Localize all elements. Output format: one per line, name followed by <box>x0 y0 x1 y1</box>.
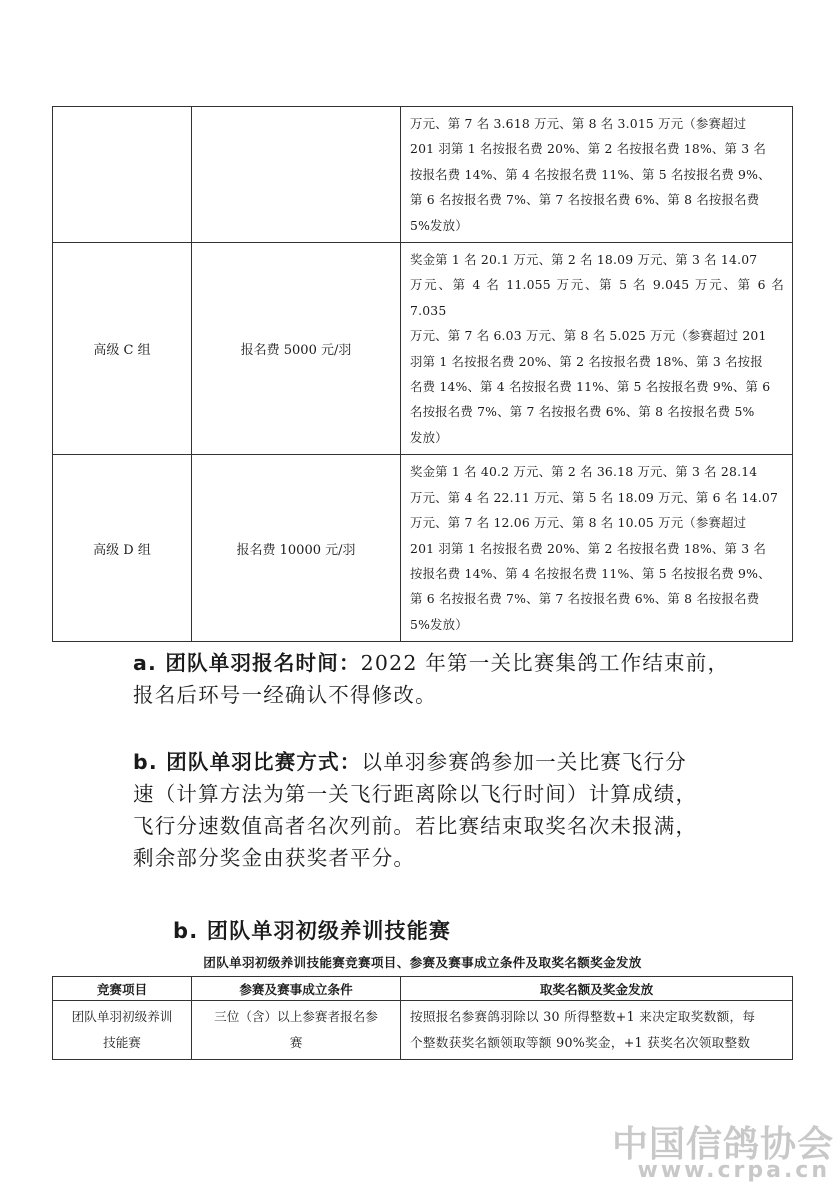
paragraph-line: 报名后环号一经确认不得修改。 <box>133 683 437 707</box>
condition-cell <box>192 1001 401 1060</box>
fee-cell: 报名费 5000 元/羽 <box>192 243 401 455</box>
prize-line: 发放） <box>410 429 448 445</box>
prize-line: 按报名费 14%、第 4 名按报名费 11%、第 5 名按报名费 9%、 <box>410 166 771 182</box>
paragraph-text: 以单羽参赛鸽参加一关比赛飞行分 <box>361 750 687 774</box>
paragraph-line: 剩余部分奖金由获奖者平分。 <box>133 846 416 870</box>
table-header-row <box>53 977 793 1001</box>
watermark-url: www.crpa.cn <box>637 1158 830 1183</box>
table-caption: 团队单羽初级养训技能赛竞赛项目、参赛及赛事成立条件及取奖名额奖金发放 <box>203 955 642 970</box>
column-header: 竞赛项目 <box>53 977 192 1001</box>
prize-cell <box>401 1001 793 1060</box>
paragraph-line: 速（计算方法为第一关飞行距离除以飞行时间）计算成绩， <box>133 782 698 806</box>
prize-line: 按报名费 14%、第 4 名按报名费 11%、第 5 名按报名费 9%、 <box>410 565 771 581</box>
paragraph-text: 2022 年第一关比赛集鸽工作结束前， <box>360 651 730 675</box>
item-cell <box>53 1001 192 1060</box>
prize-line: 第 6 名按报名费 7%、第 7 名按报名费 6%、第 8 名按报名费 <box>410 192 760 208</box>
prize-table-bottom <box>52 976 793 1060</box>
prize-cell <box>401 107 793 243</box>
prize-line: 名按报名费 7%、第 7 名按报名费 6%、第 8 名按报名费 5% <box>410 404 755 420</box>
prize-line: 5%发放） <box>410 217 468 233</box>
cell-line: 赛 <box>289 1035 303 1050</box>
paragraph-line <box>133 746 733 778</box>
prize-line: 万元、第 4 名 22.11 万元、第 5 名 18.09 万元、第 6 名 14.07 <box>410 489 779 505</box>
paragraph-registration-time <box>133 647 733 711</box>
prize-line: 奖金第 1 名 40.2 万元、第 2 名 36.18 万元、第 3 名 28.14 <box>410 464 758 480</box>
cell-line: 技能赛 <box>103 1035 141 1050</box>
table-row <box>53 243 793 455</box>
paragraph-competition-method <box>133 746 733 874</box>
cell-line: 个整数获奖名额领取等额 90%奖金，+1 获奖名次领取整数 <box>410 1035 751 1050</box>
fee-cell <box>192 107 401 243</box>
watermark-logo-text: 中国信鸽协会 <box>611 1124 834 1165</box>
prize-line: 第 6 名按报名费 7%、第 7 名按报名费 6%、第 8 名按报名费 <box>410 591 760 607</box>
table-row <box>53 1001 793 1060</box>
section-heading: b. 团队单羽初级养训技能赛 <box>173 919 452 943</box>
prize-line: 201 羽第 1 名按报名费 20%、第 2 名按报名费 18%、第 3 名 <box>410 141 767 157</box>
group-cell: 高级 C 组 <box>53 243 192 455</box>
group-cell: 高级 D 组 <box>53 455 192 642</box>
paragraph-line <box>133 647 733 679</box>
cell-line: 团队单羽初级养训 <box>71 1009 173 1024</box>
prize-line: 万元、第 7 名 3.618 万元、第 8 名 3.015 万元（参赛超过 <box>410 116 747 131</box>
paragraph-line: 飞行分速数值高者名次列前。若比赛结束取奖名次未报满， <box>133 814 698 838</box>
prize-line: 万元、第 7 名 6.03 万元、第 8 名 5.025 万元（参赛超过 201 <box>410 328 767 344</box>
group-cell <box>53 107 192 243</box>
prize-line: 万元、第 4 名 11.055 万元、第 5 名 9.045 万元、第 6 名 7.035 <box>410 277 784 318</box>
paragraph-label: a. 团队单羽报名时间： <box>133 651 361 675</box>
prize-line: 名费 14%、第 4 名按报名费 11%、第 5 名按报名费 9%、第 6 <box>410 379 771 395</box>
cell-line: 按照报名参赛鸽羽除以 30 所得整数+1 来决定取奖数额，每 <box>410 1009 756 1024</box>
prize-line: 万元、第 7 名 12.06 万元、第 8 名 10.05 万元（参赛超过 <box>410 515 747 531</box>
fee-cell: 报名费 10000 元/羽 <box>192 455 401 642</box>
column-header: 取奖名额及奖金发放 <box>401 977 793 1001</box>
prize-line: 奖金第 1 名 20.1 万元、第 2 名 18.09 万元、第 3 名 14.07 <box>410 252 758 268</box>
prize-cell <box>401 455 793 642</box>
cell-line: 三位（含）以上参赛者报名参 <box>214 1009 378 1024</box>
column-header: 参赛及赛事成立条件 <box>192 977 401 1001</box>
table-row <box>53 107 793 243</box>
prize-cell <box>401 243 793 455</box>
prize-line: 羽第 1 名按报名费 20%、第 2 名按报名费 18%、第 3 名按报 <box>410 353 763 369</box>
prize-line: 5%发放） <box>410 616 468 632</box>
prize-line: 201 羽第 1 名按报名费 20%、第 2 名按报名费 18%、第 3 名 <box>410 540 767 556</box>
paragraph-label: b. 团队单羽比赛方式： <box>133 750 362 774</box>
prize-table-top <box>52 106 793 642</box>
table-row <box>53 455 793 642</box>
